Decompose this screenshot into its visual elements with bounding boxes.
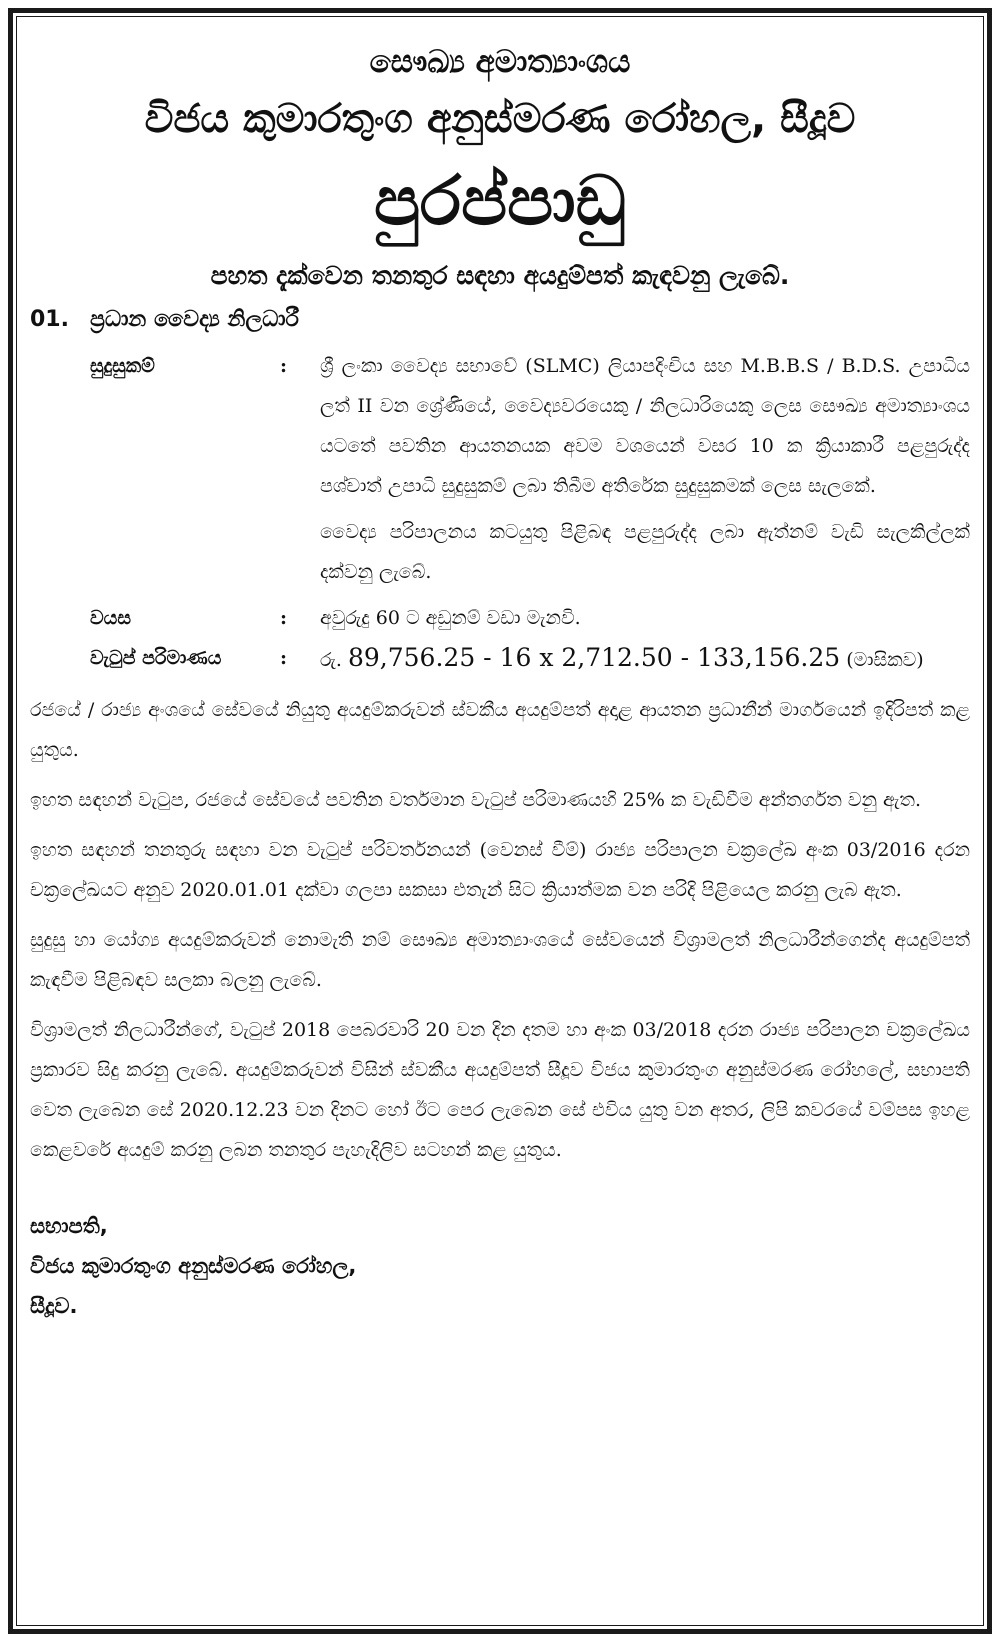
paragraph-govt-applicants: රජයේ / රාජ්‍ය අංශයේ සේවයේ නියුතු අයදුම්කරුවන් ස්වකීය අයදුම්පත් අදාළ ආයතන ප්‍රධානීන් මාර්ගයෙන් ඉදිරිපත් කළ යුතුය. <box>30 699 970 761</box>
post-number: 01. <box>30 307 69 332</box>
signature-title: සභාපති, <box>30 1214 108 1238</box>
post-title: ප්‍රධාන වෛද්‍ය නිලධාරී <box>90 307 299 332</box>
paragraph-application-instructions: විශ්‍රාමලත් නිලධාරීන්ගේ, වැටුප් 2018 පෙබරවාරි 20 වන දින දතම හා අංක 03/2018 දරන රාජ්‍ය පරිපාලන චක්‍රලේඛය ප්‍රකාරව සිදු කරනු ලැබේ. අයදුම්කරුවන් විසින් ස්වකීය අයදුම්පත් සීදූව විජය කුමාරතුංග අනුස්මරණ රෝහලේ, සභාපති වෙත ලැබෙන සේ 2020.12.23 වන දිනට හෝ ඊට පෙර ලැබෙන සේ එවිය යුතු වන අතර, ලිපි කවරයේ වම්පස ඉහළ කෙළවරේ අයදුම් කරනු ලබන තනතුර පැහැදිලිව සටහන් කළ යුතුය. <box>30 1019 970 1161</box>
ministry-heading: සෞඛ්‍ය අමාත්‍යාංශය <box>369 44 631 80</box>
salary-row <box>90 638 970 680</box>
salary-prefix: රු. <box>320 649 342 671</box>
paragraph-salary-conversion: ඉහත සඳහන් තනතුරු සඳහා වන වැටුප් පරිවර්තනයන් (වෙනස් වීම්) රාජ්‍ය පරිපාලන චක්‍රලේඛ අංක 03/2016 දරන චක්‍රලේඛයට අනුව 2020.01.01 දක්වා ගලපා සකසා එතැන් සිට ක්‍රියාත්මක වන පරිදි පිළියෙල කරනු ලැබ ඇත. <box>30 839 970 901</box>
signature-location: සීදූව. <box>30 1294 78 1318</box>
paragraph-salary-increase: ඉහත සඳහන් වැටුප, රජයේ සේවයේ පවතින වර්තමාන වැටුප් පරිමාණයහි 25% ක වැඩිවීම අන්තර්ගත වනු ඇත. <box>30 789 921 811</box>
salary-suffix: (මාසිකව) <box>846 649 924 671</box>
qualifications-value <box>320 346 970 598</box>
salary-label: වැටුප් පරිමාණය <box>90 647 222 669</box>
qualifications-label: සුදුසුකම් <box>90 355 155 377</box>
qualifications-colon: : <box>280 355 288 377</box>
signature-institution: විජය කුමාරතුංග අනුස්මරණ රෝහල, <box>30 1254 357 1278</box>
signature-block <box>30 1206 970 1326</box>
age-row <box>90 598 970 638</box>
age-value: අවුරුදු 60 ට අඩුනම් වඩා මැනවි. <box>320 607 581 629</box>
salary-scale: 89,756.25 - 16 x 2,712.50 - 133,156.25 <box>347 643 841 672</box>
salary-colon: : <box>280 647 288 669</box>
paragraph-retired-officers: සුදුසු හා යෝග්‍ය අයදුම්කරුවන් නොමැති නම් සෞඛ්‍ය අමාත්‍යාංශයේ සේවයෙන් විශ්‍රාමලත් නිලධාරීන්ගෙන්ද අයදුම්පත් කැඳවීම පිළිබඳව සලකා බලනු ලැබේ. <box>30 929 970 991</box>
advertisement <box>30 32 970 1627</box>
vacancies-title: පුරප්පාඩු <box>374 162 626 241</box>
qualifications-text-2: වෛද්‍ය පරිපාලනය කටයුතු පිළිබඳ පළපුරුද්ද ලබා ඇත්නම් වැඩි සැලකිල්ලක් දක්වනු ලැබේ. <box>320 521 970 583</box>
age-label: වයස <box>90 607 131 629</box>
qualifications-row <box>90 346 970 598</box>
hospital-heading: විජය කුමාරතුංග අනුස්මරණ රෝහල, සීදූව <box>144 96 856 142</box>
age-colon: : <box>280 607 288 629</box>
post-heading <box>30 302 970 338</box>
intro-line: පහත දැක්වෙන තනතුර සඳහා අයදුම්පත් කැඳවනු ලැබේ. <box>210 261 790 290</box>
qualifications-text-1: ශ්‍රී ලංකා වෛද්‍ය සභාවේ (SLMC) ලියාපදිංචිය සහ M.B.B.S / B.D.S. උපාධිය ලත් II වන ශ්‍රේණියේ, වෛද්‍යවරයෙකු / නිලධාරියෙකු ලෙස සෞඛ්‍ය අමාත්‍යාංශය යටතේ පවතින ආයතනයක අවම වශයෙන් වසර 10 ක ක්‍රියාකාරී පළපුරුද්ද පශ්චාත් උපාධි සුදුසුකම් ලබා තිබීම අතිරේක සුදුසුකමක් ලෙස සැලකේ. <box>320 355 970 497</box>
salary-value <box>320 638 970 680</box>
